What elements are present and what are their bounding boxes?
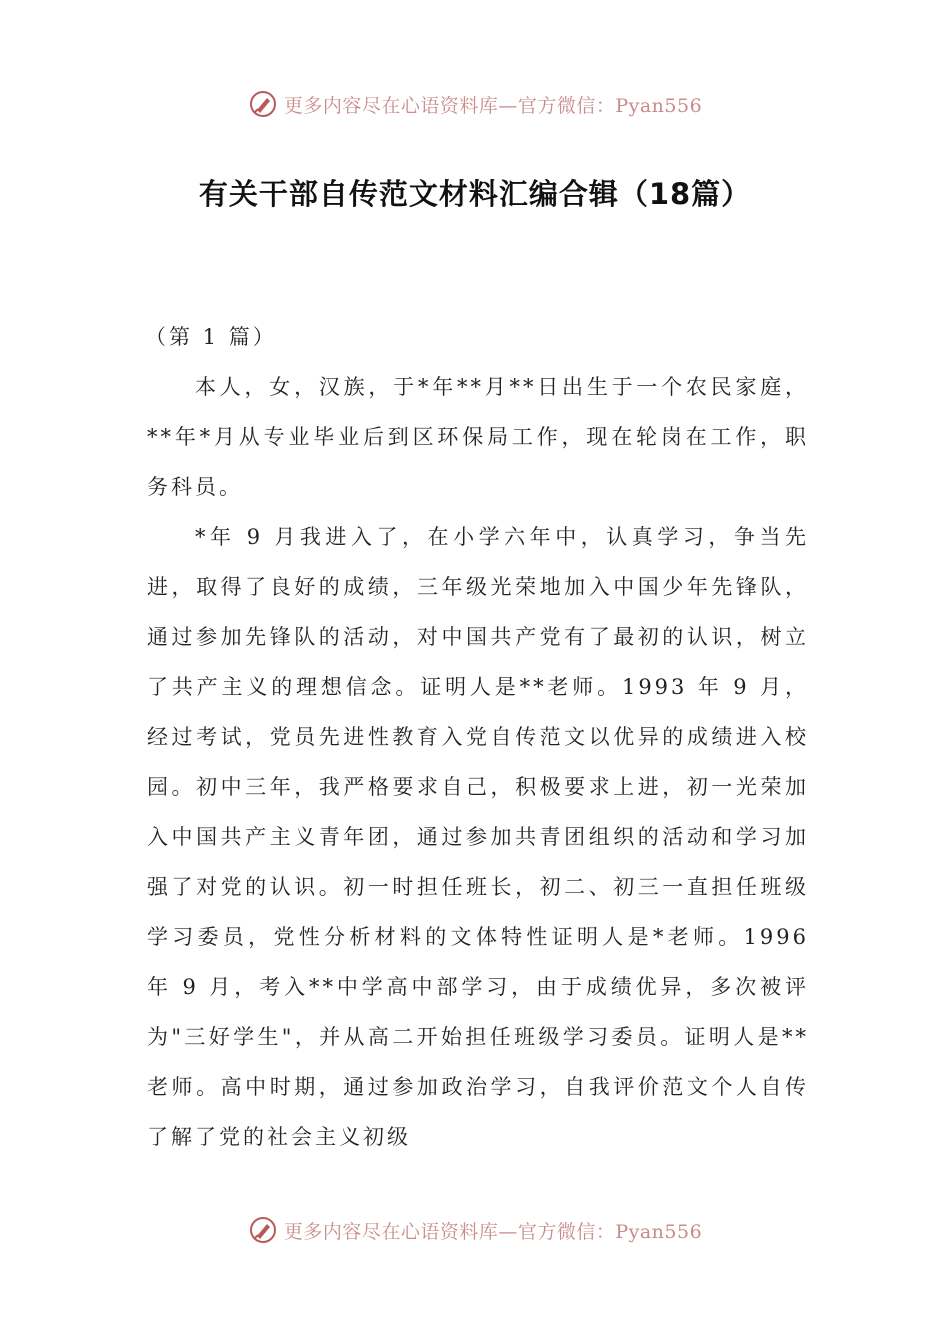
footer-banner <box>0 1210 950 1250</box>
paragraph: *年 9 月我进入了，在小学六年中，认真学习，争当先进，取得了良好的成绩，三年级光荣地加入中国少年先锋队，通过参加先锋队的活动，对中国共产党有了最初的认识，树立了共产主义的理想信念。证明人是**老师。1993 年 9 月，经过考试，党员先进性教育入党自传范文以优异的成绩进入校园。初中三年，我严格要求自己，积极要求上进，初一光荣加入中国共产主义青年团，通过参加共青团组织的活动和学习加强了对党的认识。初一时担任班长，初二、初三一直担任班级学习委员，党性分析材料的文体特性证明人是*老师。1996 年 9 月，考入**中学高中部学习，由于成绩优异，多次被评为"三好学生"，并从高二开始担任班级学习委员。证明人是**老师。高中时期，通过参加政治学习，自我评价范文个人自传了解了党的社会主义初级 <box>147 525 809 1149</box>
document-body <box>147 312 809 1162</box>
paragraph: 本人，女，汉族，于*年**月**日出生于一个农民家庭，**年*月从专业毕业后到区环保局工作，现在轮岗在工作，职务科员。 <box>147 375 809 499</box>
pen-nib-logo-icon <box>248 89 278 119</box>
pen-nib-logo-icon <box>248 1215 278 1245</box>
footer-banner-text: 更多内容尽在心语资料库—官方微信：Pyan556 <box>283 1220 703 1243</box>
document-title: 有关干部自传范文材料汇编合辑（18篇） <box>198 177 752 211</box>
section-label: （第 1 篇） <box>145 325 277 349</box>
header-banner <box>0 84 950 124</box>
header-banner-text: 更多内容尽在心语资料库—官方微信：Pyan556 <box>283 94 703 117</box>
